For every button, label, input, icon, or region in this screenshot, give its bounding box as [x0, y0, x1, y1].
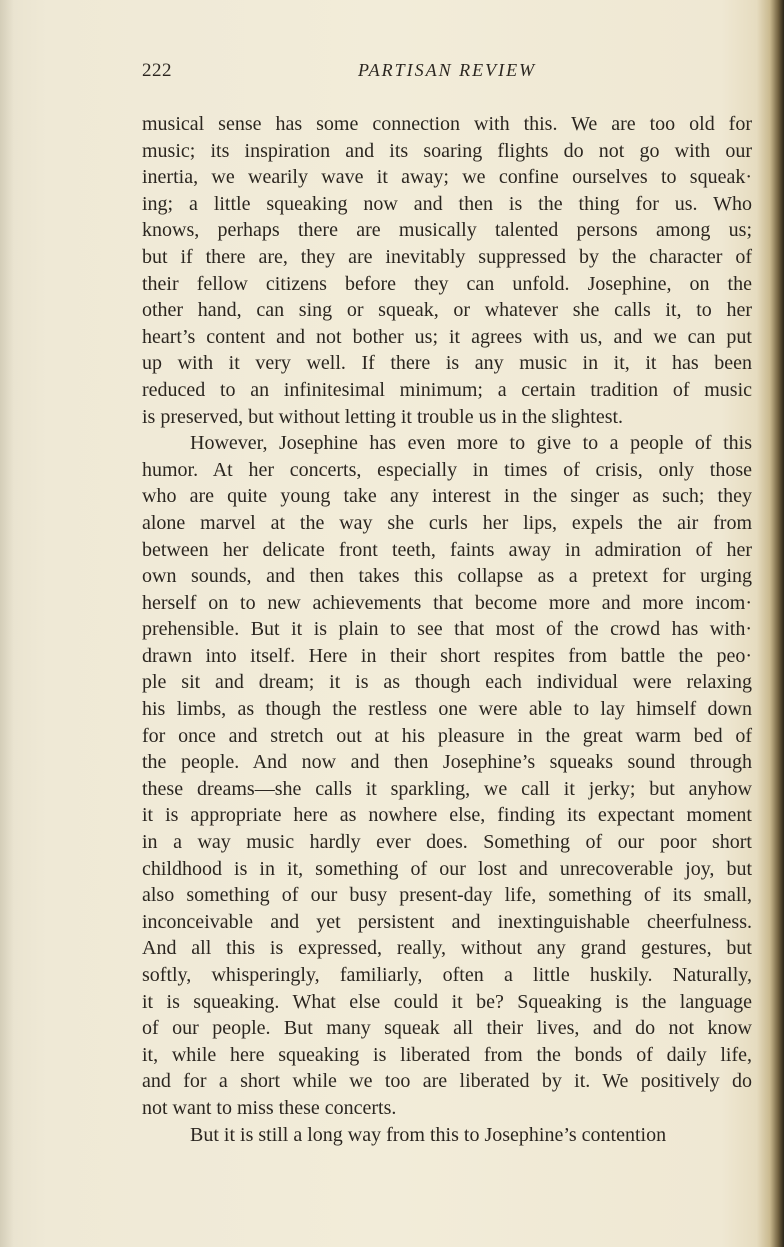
text-line: not want to miss these concerts.: [142, 1096, 397, 1119]
text-line: his limbs, as though the restless one were able to lay himself down: [142, 698, 752, 721]
page-number: 222: [142, 60, 172, 81]
running-title: PARTISAN REVIEW: [358, 60, 537, 80]
text-line: also something of our busy present-day life, something of its small,: [142, 884, 752, 907]
text-line: who are quite young take any interest in the singer as such; they: [142, 485, 752, 508]
text-line: drawn into itself. Here in their short respites from battle the peo·: [142, 644, 752, 667]
text-line: ple sit and dream; it is as though each individual were relaxing: [142, 671, 752, 694]
text-line: inconceivable and yet persistent and inextinguishable cheerfulness.: [142, 910, 752, 933]
text-line: it is appropriate here as nowhere else, finding its expectant moment: [142, 804, 752, 827]
text-line: humor. At her concerts, especially in times of crisis, only those: [142, 458, 752, 481]
text-line: reduced to an infinitesimal minimum; a certain tradition of music: [142, 378, 752, 401]
gutter-shadow: [0, 0, 14, 1247]
text-line: these dreams—she calls it sparkling, we call it jerky; but anyhow: [142, 777, 752, 800]
text-line: ing; a little squeaking now and then is the thing for us. Who: [142, 192, 752, 215]
text-line: it is squeaking. What else could it be? Squeaking is the language: [142, 990, 752, 1013]
text-line: musical sense has some connection with this. We are too old for: [142, 113, 752, 135]
text-line: and for a short while we too are liberated by it. We positively do: [142, 1070, 752, 1093]
paragraph: [142, 111, 752, 430]
text-line: softly, whisperingly, familiarly, often a little huskily. Naturally,: [142, 964, 752, 986]
text-line: the people. And now and then Josephine’s squeaks sound through: [142, 751, 752, 774]
text-line: And all this is expressed, really, without any grand gestures, but: [142, 937, 752, 960]
text-line: But it is still a long way from this to Josephine’s contention: [190, 1123, 667, 1146]
text-line: music; its inspiration and its soaring flights do not go with our: [142, 139, 752, 162]
text-line: up with it very well. If there is any music in it, it has been: [142, 352, 752, 375]
page-header: [142, 60, 752, 86]
text-line: but if there are, they are inevitably suppressed by the character of: [142, 245, 752, 268]
text-line: in a way music hardly ever does. Something of our poor short: [142, 831, 752, 854]
text-line: for once and stretch out at his pleasure in the great warm bed of: [142, 724, 752, 747]
body-text: [142, 111, 752, 1148]
text-line: herself on to new achievements that become more and more incom·: [142, 591, 752, 614]
paragraph: [142, 430, 752, 1121]
text-line: However, Josephine has even more to give to a people of this: [190, 432, 752, 455]
text-line: between her delicate front teeth, faints away in admiration of her: [142, 538, 752, 561]
text-line: childhood is in it, something of our lost and unrecoverable joy, but: [142, 857, 752, 880]
text-line: alone marvel at the way she curls her lips, expels the air from: [142, 511, 752, 534]
text-line: heart’s content and not bother us; it agrees with us, and we can put: [142, 325, 752, 348]
text-line: it, while here squeaking is liberated from the bonds of daily life,: [142, 1043, 752, 1066]
text-line: other hand, can sing or squeak, or whatever she calls it, to her: [142, 299, 752, 322]
text-line: own sounds, and then takes this collapse as a pretext for urging: [142, 565, 752, 588]
text-line: inertia, we wearily wave it away; we confine ourselves to squeak·: [142, 166, 752, 189]
text-line: prehensible. But it is plain to see that most of the crowd has with·: [142, 618, 752, 641]
text-line: knows, perhaps there are musically talented persons among us;: [142, 219, 752, 242]
paragraph: [142, 1122, 752, 1149]
text-line: of our people. But many squeak all their lives, and do not know: [142, 1017, 752, 1040]
text-line: their fellow citizens before they can unfold. Josephine, on the: [142, 272, 752, 295]
text-line: is preserved, but without letting it trouble us in the slightest.: [142, 405, 624, 428]
